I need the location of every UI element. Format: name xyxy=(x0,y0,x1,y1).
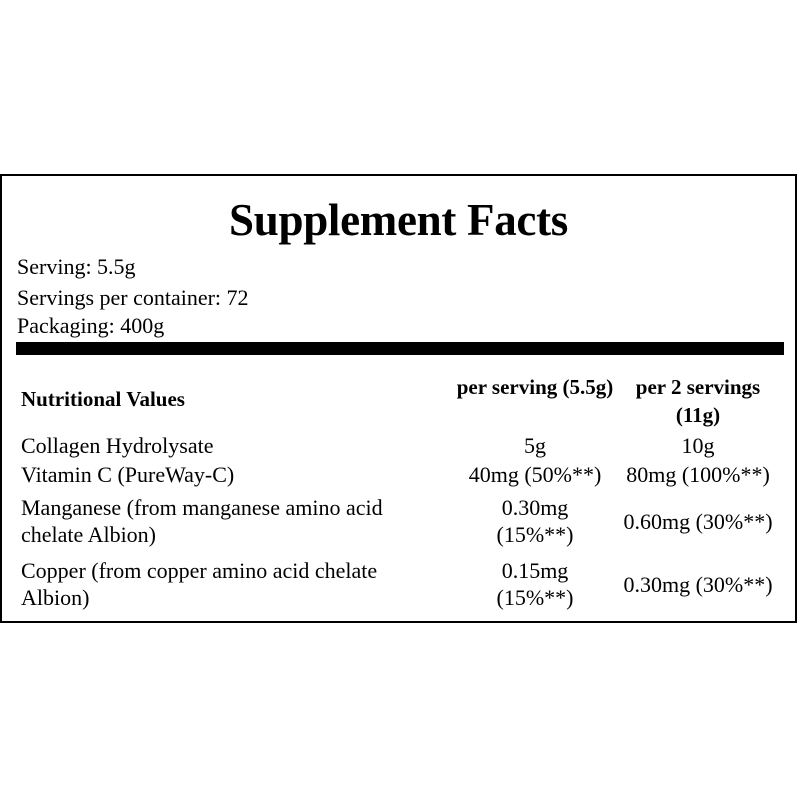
section-divider xyxy=(16,342,784,355)
row-value-per-serving: 40mg (50%**) xyxy=(468,462,602,487)
row-name-manganese: Manganese (from manganese amino acid chelate Albion) xyxy=(21,495,383,547)
row-value-per-2-servings: 80mg (100%**) xyxy=(626,462,770,487)
packaging: Packaging: 400g xyxy=(17,313,165,338)
serving-size: Serving: 5.5g xyxy=(17,254,136,279)
supplement-facts-panel xyxy=(0,174,797,623)
row-name-copper: Copper (from copper amino acid chelate Albion) xyxy=(21,558,378,610)
row-value-per-2-servings: 0.60mg (30%**) xyxy=(623,509,773,534)
row-name-collagen: Collagen Hydrolysate xyxy=(21,433,214,458)
row-value-per-serving: 0.15mg (15%**) xyxy=(496,558,574,610)
row-value-per-2-servings: 10g xyxy=(681,433,715,458)
row-name-vitamin-c: Vitamin C (PureWay-C) xyxy=(21,462,235,487)
servings-per-container: Servings per container: 72 xyxy=(17,285,249,310)
header-per-2-servings: per 2 servings (11g) xyxy=(635,375,761,427)
row-value-per-serving: 5g xyxy=(524,433,546,458)
panel-title: Supplement Facts xyxy=(229,195,568,245)
header-per-serving: per serving (5.5g) xyxy=(456,375,614,399)
row-value-per-serving: 0.30mg (15%**) xyxy=(496,495,574,547)
header-nutritional-values: Nutritional Values xyxy=(21,387,185,411)
row-value-per-2-servings: 0.30mg (30%**) xyxy=(623,572,773,597)
